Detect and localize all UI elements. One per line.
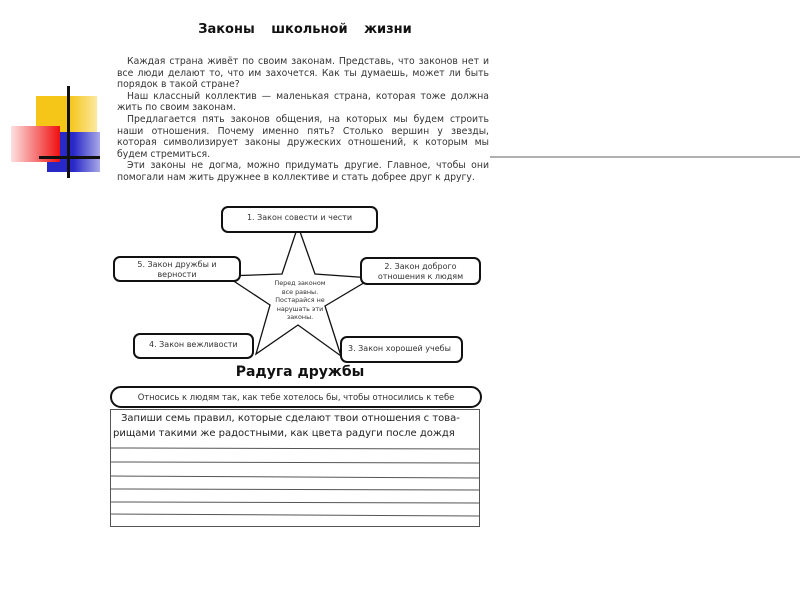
document-title: Законы школьной жизни xyxy=(198,22,412,37)
paragraph: Наш классный коллектив — маленькая страна, которая тоже должна жить по своим законам. xyxy=(117,90,489,114)
paragraph: Эти законы не догма, можно придумать другие. Главное, чтобы они помогали нам жить дружнее в коллективе и стать добрее друг к другу. xyxy=(117,160,489,183)
writing-line xyxy=(110,514,480,516)
law-label: 1. Закон совести и чести xyxy=(246,213,353,222)
motto-box: Относись к людям так, как тебе хотелось бы, чтобы относились к тебе xyxy=(110,386,482,408)
law-label: 4. Закон вежливости xyxy=(149,340,238,349)
writing-line xyxy=(110,476,480,478)
writing-line xyxy=(110,448,480,449)
task-line: рищами такими же радостными, как цвета радуги после дождя xyxy=(113,428,455,439)
law-label: 5. Закон дружбы и верности xyxy=(137,260,217,279)
paragraph: Предлагается пять законов общения, на которых мы будем строить наши отношения. Почему именно пять? Столько вершин у звезды, которая символизирует законы дружеских отношений, к которым мы будем стремиться. xyxy=(117,113,489,160)
law-label: 2. Закон доброго отношения к людям xyxy=(377,262,464,281)
star-center-text: Перед законом все равны. Постарайся не нарушать эти законы. xyxy=(274,279,326,321)
task-line: Запиши семь правил, которые сделают твои отношения с това- xyxy=(121,413,460,424)
writing-line xyxy=(110,502,480,503)
paragraph: Каждая страна живёт по своим законам. Представь, что законов нет и все люди делают то, что им захочется. Как ты думаешь, может ли быть порядок в такой стране? xyxy=(117,56,489,91)
writing-line xyxy=(110,489,480,490)
writing-line xyxy=(110,462,480,463)
law-label: 3. Закон хорошей учебы xyxy=(348,344,451,353)
section-title: Радуга дружбы xyxy=(235,364,365,380)
